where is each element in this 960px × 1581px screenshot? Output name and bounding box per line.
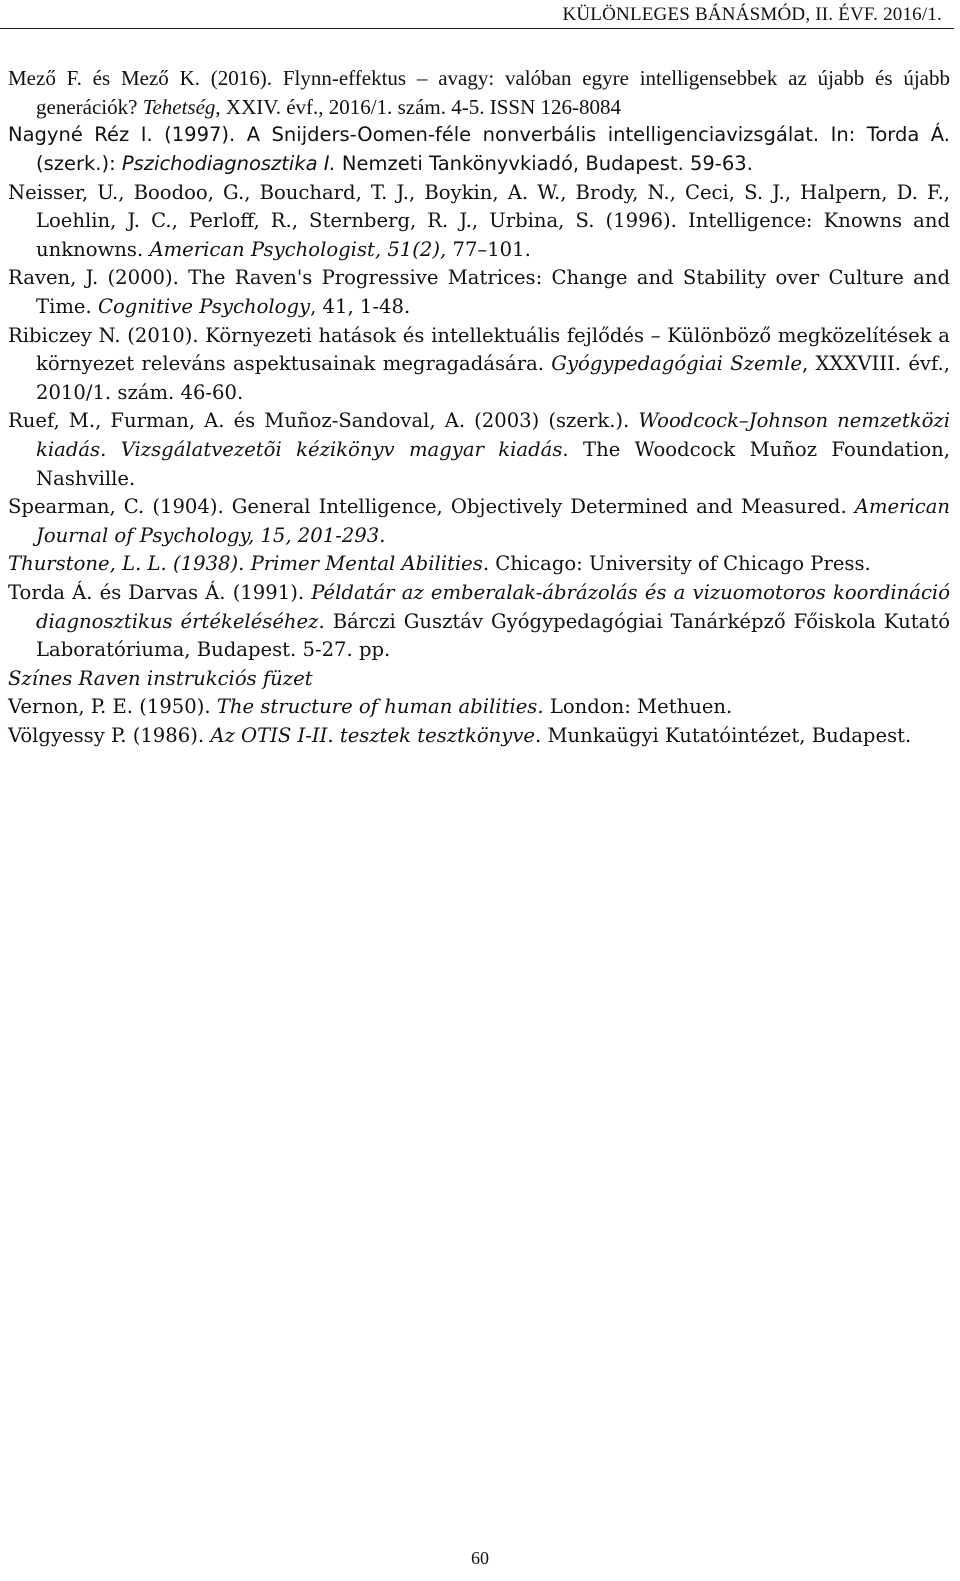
reference-list (8, 64, 950, 750)
reference-entry (8, 693, 950, 722)
reference-text: Nemzeti Tankönyvkiadó, Budapest. 59-63. (335, 151, 753, 175)
reference-italic-text: Cognitive Psychology (97, 294, 311, 318)
reference-text: Mező F. és Mező K. (2016). Flynn-effektus – avagy: valóban egyre intelligensebbek az újabb és újabb generációk? (8, 66, 950, 119)
reference-text: Ruef, M., Furman, A. és Muñoz-Sandoval, A. (2003) (szerk.). (8, 409, 639, 433)
reference-text: Raven, J. (2000). The Raven's Progressive Matrices: Change and Stability over Culture and Time. (8, 266, 950, 318)
reference-text: Ribiczey N. (2010). Környezeti hatások és intellektuális fejlődés – Különböző megközelítések a környezet releváns aspektusainak megragadására. (8, 323, 950, 376)
reference-italic-text: Woodcock–Johnson nemzetközi kiadás. Vizsgálatvezetõi kézikönyv magyar kiadás (36, 409, 950, 461)
reference-italic-text: Színes Raven instrukciós füzet (8, 666, 313, 690)
reference-italic-text: Tehetség (142, 94, 216, 119)
running-header (0, 0, 954, 29)
reference-text: . Chicago: University of Chicago Press. (482, 552, 871, 576)
reference-entry (8, 264, 950, 321)
reference-text: . The Woodcock Muñoz Foundation, Nashville. (36, 437, 950, 490)
reference-italic-text: Példatár az emberalak-ábrázolás és a vizuomotoros koordináció diagnosztikus értékeléséhez. (36, 580, 950, 633)
reference-text: Nagyné Réz I. (1997). A Snijders-Oomen-féle nonverbális intelligenciavizsgálat. In: Torda Á. (szerk.): (8, 123, 950, 175)
reference-entry (8, 322, 950, 408)
reference-italic-text: Gyógypedagógiai Szemle (551, 352, 802, 376)
reference-entry (8, 64, 950, 121)
running-header-text: KÜLÖNLEGES BÁNÁSMÓD, II. ÉVF. 2016/1. (562, 4, 942, 25)
reference-italic-text: American Journal of Psychology, 15, 201-293. (36, 495, 950, 547)
reference-text: 77–101. (446, 237, 531, 261)
reference-entry (8, 579, 950, 665)
reference-italic-text: Pszichodiagnosztika I. (121, 151, 336, 175)
reference-entry (8, 665, 950, 694)
reference-text: Neisser, U., Boodoo, G., Bouchard, T. J., Boykin, A. W., Brody, N., Ceci, S. J., Halpern, D. F., Loehlin, J. C., Perloff, R., Sternberg, R. J., Urbina, S. (1996). Intelligence: Knowns and unknowns. (8, 180, 950, 261)
reference-italic-text: Thurstone, L. L. (1938). Primer Mental Abilities (8, 552, 483, 576)
page-number: 60 (471, 1548, 489, 1568)
reference-text: , XXIV. évf., 2016/1. szám. 4-5. ISSN 126-8084 (215, 94, 622, 119)
reference-text: Spearman, C. (1904). General Intelligence, Objectively Determined and Measured. (8, 495, 855, 519)
reference-text: Völgyessy P. (1986). (8, 723, 211, 747)
reference-entry (8, 493, 950, 550)
reference-entry (8, 179, 950, 265)
reference-entry (8, 722, 950, 751)
reference-text: . Munkaügyi Kutatóintézet, Budapest. (535, 723, 912, 747)
reference-italic-text: American Psychologist, 51(2), (149, 237, 447, 261)
reference-text: Torda Á. és Darvas Á. (1991). (8, 580, 312, 604)
reference-entry (8, 121, 950, 178)
reference-text: , XXXVIII. évf., 2010/1. szám. 46-60. (36, 352, 950, 404)
reference-text: , 41, 1-48. (310, 294, 411, 318)
reference-italic-text: Az OTIS I-II. tesztek tesztkönyve (210, 723, 535, 747)
reference-entry (8, 407, 950, 493)
reference-entry (8, 550, 950, 579)
reference-text: Vernon, P. E. (1950). (8, 695, 217, 719)
reference-text: London: Methuen. (543, 695, 733, 719)
reference-italic-text: The structure of human abilities. (216, 695, 544, 719)
reference-text: Bárczi Gusztáv Gyógypedagógiai Tanárképző Főiskola Kutató Laboratóriuma, Budapest. 5-27. pp. (36, 609, 950, 662)
